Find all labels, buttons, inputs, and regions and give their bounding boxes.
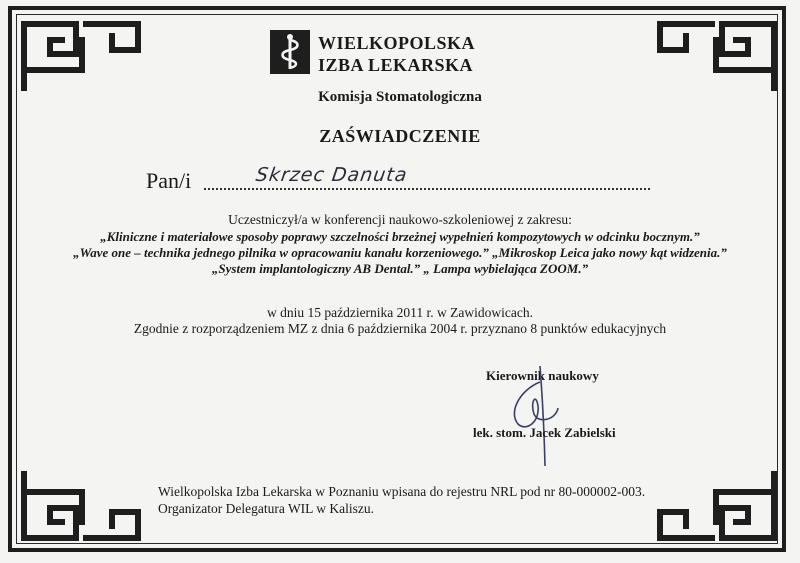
organization-name-line2: IZBA LEKARSKA [318, 55, 474, 75]
committee-name: Komisja Stomatologiczna [318, 89, 482, 105]
organization-name-line1: WIELKOPOLSKA [318, 33, 476, 53]
education-points-statement: Zgodnie z rozporządzeniem MZ z dnia 6 października 2004 r. przyznano 8 punktów edukacyjnych [133, 321, 667, 336]
recipient-row [146, 164, 410, 194]
corner-ornament-top-right [656, 20, 778, 92]
footer-registry-line: Wielkopolska Izba Lekarska w Poznaniu wpisana do rejestru NRL pod nr 80-000002-003. [158, 484, 646, 499]
conference-intro: Uczestniczył/a w konferencji naukowo-szkoleniowej z zakresu: [228, 212, 572, 227]
organization-name [318, 32, 475, 76]
caduceus-logo-icon [270, 30, 310, 74]
supervisor-title: Kierownik naukowy [486, 368, 599, 383]
supervisor-name: lek. stom. Jacek Zabielski [473, 425, 616, 440]
conference-date-place: w dniu 15 października 2011 r. w Zawidowicach. [266, 305, 534, 320]
conference-topic-line3: „System implantologiczny AB Dental.” „ Lampa wybielająca ZOOM.” [211, 261, 589, 276]
document-title: ZAŚWIADCZENIE [319, 126, 481, 146]
corner-ornament-top-left [20, 20, 142, 92]
recipient-prefix: Pan/i [146, 168, 192, 193]
corner-ornament-bottom-left [20, 470, 142, 542]
conference-topic-line1: „Kliniczne i materiałowe sposoby poprawy szczelności brzeżnej wypełnień kompozytowych w odcinku bocznym.” [100, 229, 700, 244]
recipient-handwritten-name: Skrzec Danuta [254, 164, 410, 186]
footer-organizer-line: Organizator Delegatura WIL w Kaliszu. [158, 501, 375, 516]
corner-ornament-bottom-right [656, 470, 778, 542]
signature-icon [500, 362, 570, 470]
conference-topic-line2: „Wave one – technika jednego pilnika w opracowaniu kanału korzeniowego.” „Mikroskop Leica jako nowy kąt widzenia.” [73, 245, 727, 260]
